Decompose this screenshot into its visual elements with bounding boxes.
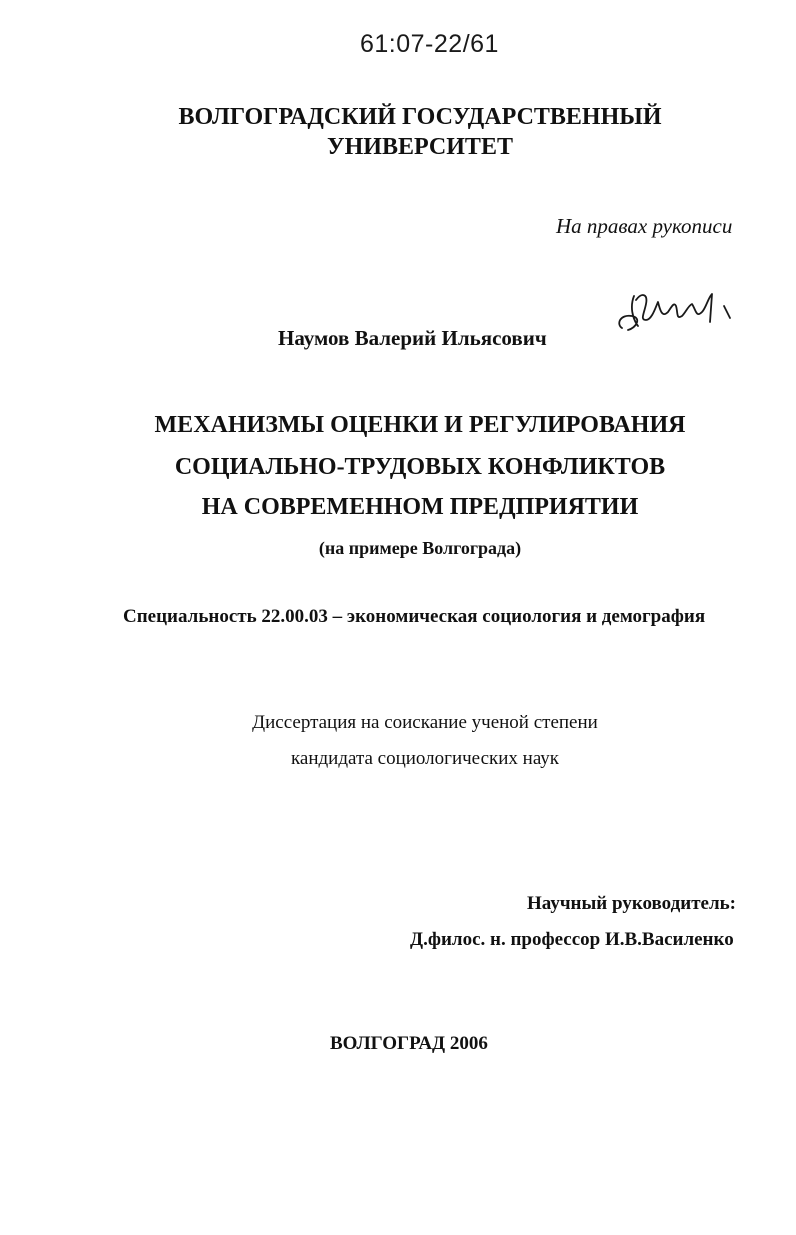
supervisor-label: Научный руководитель: (527, 893, 736, 914)
subtitle: (на примере Волгограда) (318, 538, 522, 558)
university-line-1: ВОЛГОГРАДСКИЙ ГОСУДАРСТВЕННЫЙ (178, 104, 662, 130)
university-name (0, 102, 796, 162)
specialty: Специальность 22.00.03 – экономическая социология и демография (123, 606, 706, 627)
title-line-2: СОЦИАЛЬНО-ТРУДОВЫХ КОНФЛИКТОВ (174, 454, 666, 480)
university-line-2: УНИВЕРСИТЕТ (327, 134, 513, 160)
title-line-3: НА СОВРЕМЕННОМ ПРЕДПРИЯТИИ (201, 494, 639, 520)
title-line-1: МЕХАНИЗМЫ ОЦЕНКИ И РЕГУЛИРОВАНИЯ (154, 412, 686, 438)
author-name: Наумов Валерий Ильясович (278, 326, 547, 350)
manuscript-note: На правах рукописи (556, 214, 733, 238)
dissertation-line-2: кандидата социологических наук (290, 748, 560, 769)
supervisor-name: Д.филос. н. профессор И.В.Василенко (410, 929, 734, 950)
city-year: ВОЛГОГРАД 2006 (330, 1033, 488, 1054)
catalog-number: 61:07-22/61 (360, 30, 499, 58)
dissertation-line-1: Диссертация на соискание ученой степени (252, 712, 598, 733)
signature-icon (612, 276, 762, 336)
